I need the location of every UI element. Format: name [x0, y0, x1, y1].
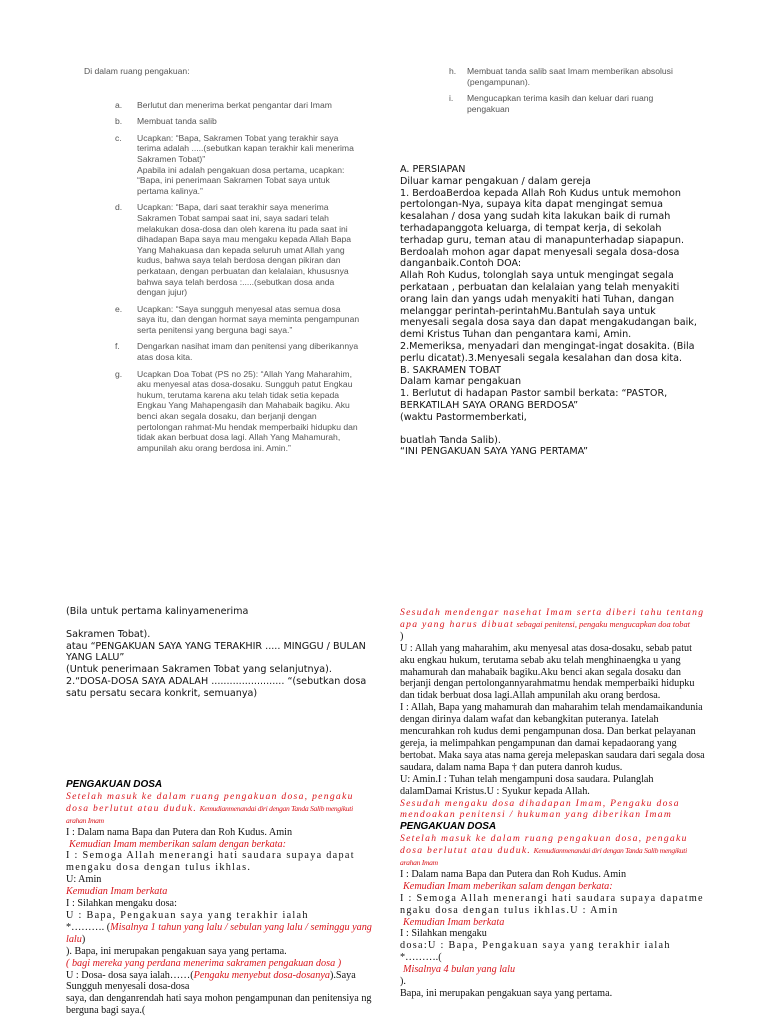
- rite-line: U: Amin: [66, 874, 102, 886]
- rite-blank: *………. (: [66, 921, 111, 933]
- list-marker: b.: [115, 116, 123, 127]
- checklist-right: [449, 66, 695, 120]
- list-marker: f.: [115, 341, 120, 352]
- list-item: [115, 100, 361, 111]
- rite-intro: Setelah masuk ke dalam ruang pengakuan dosa, pengaku dosa berlutut atau duduk.: [400, 833, 688, 857]
- rite-example: Misalnya 4 bulan yang lalu: [403, 964, 516, 976]
- rite-line: I : Silahkan mengaku dosa:: [66, 898, 177, 910]
- paragraph: Sakramen Tobat).: [66, 628, 151, 640]
- list-item: [115, 304, 361, 336]
- rite-line: I : Dalam nama Bapa dan Putera dan Roh Kudus. Amin: [400, 868, 627, 880]
- rite-heading: PENGAKUAN DOSA: [400, 821, 497, 833]
- checklist-heading: Di dalam ruang pengakuan:: [84, 66, 190, 76]
- paragraph: 2.“DOSA-DOSA SAYA ADALAH ........................ “(sebutkan dosa satu persatu secara konkrit, semuanya): [66, 675, 367, 699]
- first-confession-section: [66, 606, 371, 700]
- list-item-text: Ucapkan Doa Tobat (PS no 25): “Allah Yang Maharahim, aku menyesal atas dosa-dosaku. Sungguh patut Engkau hukum, terutama karena aku telah tidak setia kepada Engkau Yang Mahapengasih dan Mahabaik bagiku. Aku benci akan segala dosaku, dan berjanji dengan pertolongan rahmat-Mu hendak memperbaiki hidupku dan tidak akan berbuat dosa lagi. Allah Yang Mahamurah, ampunilah aku orang berdosa ini. Amin.”: [137, 368, 358, 453]
- rite-example: Pengaku menyebut dosa-dosanya: [193, 969, 330, 981]
- confession-rite-left: [66, 779, 372, 1017]
- dismissal-text: U: Amin.I : Tuhan telah mengampuni dosa saudara. Pulanglah dalamDamai Kristus.U : Syukur kepada Allah.: [400, 773, 654, 797]
- rite-line: Bapa, ini merupakan pengakuan saya yang pertama.: [400, 988, 613, 999]
- list-item: [449, 66, 695, 87]
- paren: ): [400, 630, 404, 642]
- rite-instruction: Kemudian Imam memberikan salam dengan berkata:: [69, 838, 287, 850]
- penance-intro: Sesudah mendengar nasehat Imam serta diberi tahu tentang apa yang harus dibuat: [400, 607, 705, 630]
- paragraph: atau “PENGAKUAN SAYA YANG TERAKHIR ..... MINGGU / BULAN YANG LALU”: [66, 640, 366, 664]
- rite-instruction: Kemudian Imam meberikan salam dengan berkata:: [403, 880, 613, 892]
- list-marker: e.: [115, 303, 123, 314]
- paragraph: Diluar kamar pengakuan / dalam gereja: [400, 175, 591, 187]
- rite-line: saya, dan denganrendah hati saya mohon pengampunan dan penitensiya ng berguna bagi saya.(: [66, 993, 372, 1017]
- paragraph: 2.Memeriksa, menyadari dan mengingat-ingat dosakita. (Bila perlu dicatat).3.Menyesali segala kesalahan dan dosa kita.: [400, 340, 695, 364]
- list-item-text: Berlutut dan menerima berkat pengantar dari Imam: [137, 99, 332, 110]
- penance-note: Sesudah mengaku dosa dihadapan Imam, Pengaku dosa mendoakan penitensi / hukuman yang diberikan Imam: [400, 797, 680, 821]
- rite-intro: Setelah masuk ke dalam ruang pengakuan dosa, pengaku dosa berlutut atau duduk.: [66, 790, 354, 814]
- rite-line: ). Bapa, ini merupakan pengakuan saya yang pertama.: [66, 945, 287, 957]
- paragraph: (Untuk penerimaan Sakramen Tobat yang selanjutnya).: [66, 664, 332, 676]
- rite-instruction: Kemudian Imam berkata: [66, 886, 168, 898]
- paragraph: (Bila untuk pertama kalinyamenerima: [66, 606, 249, 617]
- rite-line: I : Semoga Allah menerangi hati saudara supaya dapat mengaku dosa dengan tulus ikhlas.: [66, 850, 355, 874]
- list-item-text: Mengucapkan terima kasih dan keluar dari ruang pengakuan: [467, 93, 654, 114]
- absolution-text: I : Allah, Bapa yang mahamurah dan maharahim telah mendamaikandunia dengan dirinya dalam wafat dan kebangkitan puteranya. Iatelah mencurahkan roh kudus demi pengampunan dosa. Dan berkat pelayanan gereja, ia melimpahkan pengampunan dan damai kepadaorang yang bertobat. Maka saya atas nama gereja melepaskan saudara dari segala dosa saudara, dalam nama Bapa † dan putera danroh kudus.: [400, 702, 705, 773]
- rite-intro-note: Kemudianmenandai diri dengan Tanda Salib mengikuti arahan Imam: [66, 803, 353, 825]
- paragraph: [400, 424, 706, 435]
- rite-heading: PENGAKUAN DOSA: [66, 779, 163, 790]
- list-item-text: Ucapkan: “Bapa, dari saat terakhir saya menerima Sakramen Tobat sampai saat ini, saya sadari telah melakukan dosa-dosa dan oleh karena itu pada saat ini dihadapan Bapa saya mau mengaku kepada Allah Bapa Yang Mahakuasa dan kepada seluruh umat Allah yang kudus, bahwa saya telah berdosa dengan pikiran dan perkataan, dengan perbuatan dan kelalaian, khususnya bahwa saya telah berdosa :.....(sebutkan dosa anda dengan jujur): [137, 202, 352, 298]
- paragraph: 1. Berlutut di hadapan Pastor sambil berkata: “PASTOR, BERKATILAH SAYA ORANG BERDOSA”: [400, 388, 668, 411]
- checklist-items: [115, 100, 361, 454]
- rite-paren: ): [81, 933, 86, 945]
- paragraph: Dalam kamar pengakuan: [400, 376, 522, 388]
- list-item: [449, 93, 695, 114]
- confession-rite-right: [400, 607, 706, 1000]
- rite-intro-note: Kemudianmenandai diri dengan Tanda Salib mengikuti arahan Imam: [400, 846, 687, 868]
- paragraph: (waktu Pastormemberkati,: [400, 411, 527, 423]
- list-marker: i.: [449, 93, 454, 104]
- paragraph: [66, 618, 371, 629]
- rite-line: I : Semoga Allah menerangi hati saudara supaya dapatme ngaku dosa dengan tulus ikhlas.U : Amin: [400, 892, 704, 916]
- checklist-left: [84, 66, 374, 459]
- list-item-text: Ucapkan: “Bapa, Sakramen Tobat yang terakhir saya terima adalah .....(sebutkan kapan terakhir kali menerima Sakramen Tobat)” Apabila ini adalah pengakuan dosa pertama, ucapkan: “Bapa, ini penerimaan Sakramen Tobat saya untuk pertama kalinya.”: [137, 132, 354, 196]
- rite-line: U : Dosa- dosa saya ialah……(: [66, 969, 194, 981]
- rite-line: I : Dalam nama Bapa dan Putera dan Roh Kudus. Amin: [66, 826, 293, 838]
- rite-line: I : Silahkan mengaku: [400, 928, 487, 940]
- paragraph: 1. BerdoaBerdoa kepada Allah Roh Kudus untuk memohon pertolongan-Nya, supaya kita dapat mengingat semua kesalahan / dosa yang sudah kita lakukan baik di rumah terhadapanggota keluarga, di tempat kerja, di sekolah terhadap guru, teman atau di manapunterhadap siapapun. Berdoalah mohon agar dapat menyesali segala dosa-dosa danganbaik.Contoh DOA:: [400, 187, 685, 270]
- rite-line: ).Saya Sungguh menyesali dosa-dosa: [66, 969, 356, 993]
- rite-blank: *……….(: [400, 952, 442, 964]
- list-marker: d.: [115, 202, 123, 213]
- list-item-text: Membuat tanda salib: [137, 116, 217, 127]
- rite-instruction: Kemudian Imam berkata: [403, 916, 505, 928]
- paragraph: Allah Roh Kudus, tolonglah saya untuk mengingat segala perkataan , perbuatan dan kelalaian yang telah menyakiti orang lain dan yangs udah menyakiti hati Tuhan, dangan melanggar perintah-perintahMu.Bantulah saya untuk menyesali segala dosa saya dan dapat mengakudangan baik, demi Kristus Tuhan dan pengantara kami, Amin.: [400, 270, 697, 341]
- checklist-items-continued: [449, 66, 695, 114]
- paragraph: A. PERSIAPAN: [400, 164, 466, 175]
- rite-line: dosa:U : Bapa, Pengakuan saya yang terakhir ialah: [400, 940, 671, 952]
- list-item: [115, 116, 361, 127]
- list-marker: g.: [115, 368, 123, 379]
- list-item: [115, 133, 361, 197]
- list-item: [115, 369, 361, 454]
- preparation-section: [400, 164, 706, 458]
- rite-example: Misalnya 1 tahun yang lalu / sebulan yang lalu / seminggu yang lalu: [66, 921, 372, 945]
- list-marker: c.: [115, 132, 122, 143]
- list-marker: h.: [449, 66, 457, 76]
- rite-paren: ).: [400, 976, 406, 988]
- list-item-text: Dengarkan nasihat imam dan penitensi yang diberikannya atas dosa kita.: [137, 341, 359, 363]
- act-of-contrition: U : Allah yang maharahim, aku menyesal atas dosa-dosaku, sebab patut aku engkau hukum, terutama sebab aku telah menghinaengka u yang mahamurah dan mahabaik bagiku.Aku benci akan segala dosaku dan berjanji dengan pertolongannyarahmatmu hendak memperbaiki hidupku dan tidak berbuat dosa lagi.Allah ampunilah aku orang berdosa.: [400, 642, 695, 702]
- paragraph: B. SAKRAMEN TOBAT: [400, 364, 501, 376]
- rite-line: U : Bapa, Pengakuan saya yang terakhir ialah: [66, 909, 309, 921]
- list-item: [115, 202, 361, 297]
- list-item-text: Membuat tanda salib saat Imam memberikan absolusi (pengampunan).: [467, 66, 673, 87]
- paragraph: “INI PENGAKUAN SAYA YANG PERTAMA”: [400, 446, 588, 458]
- rite-note: ( bagi mereka yang perdana menerima sakramen pengakuan dosa ): [66, 957, 342, 969]
- list-item: [115, 341, 361, 362]
- penance-intro-note: sebagai penitensi, pengaku mengucapkan doa tobat: [516, 619, 690, 629]
- paragraph: buatlah Tanda Salib).: [400, 434, 501, 446]
- list-marker: a.: [115, 99, 123, 110]
- list-item-text: Ucapkan: “Saya sungguh menyesal atas semua dosa saya itu, dan dengan hormat saya meminta pengampunan serta penitensi yang berguna bagi saya.”: [137, 303, 360, 335]
